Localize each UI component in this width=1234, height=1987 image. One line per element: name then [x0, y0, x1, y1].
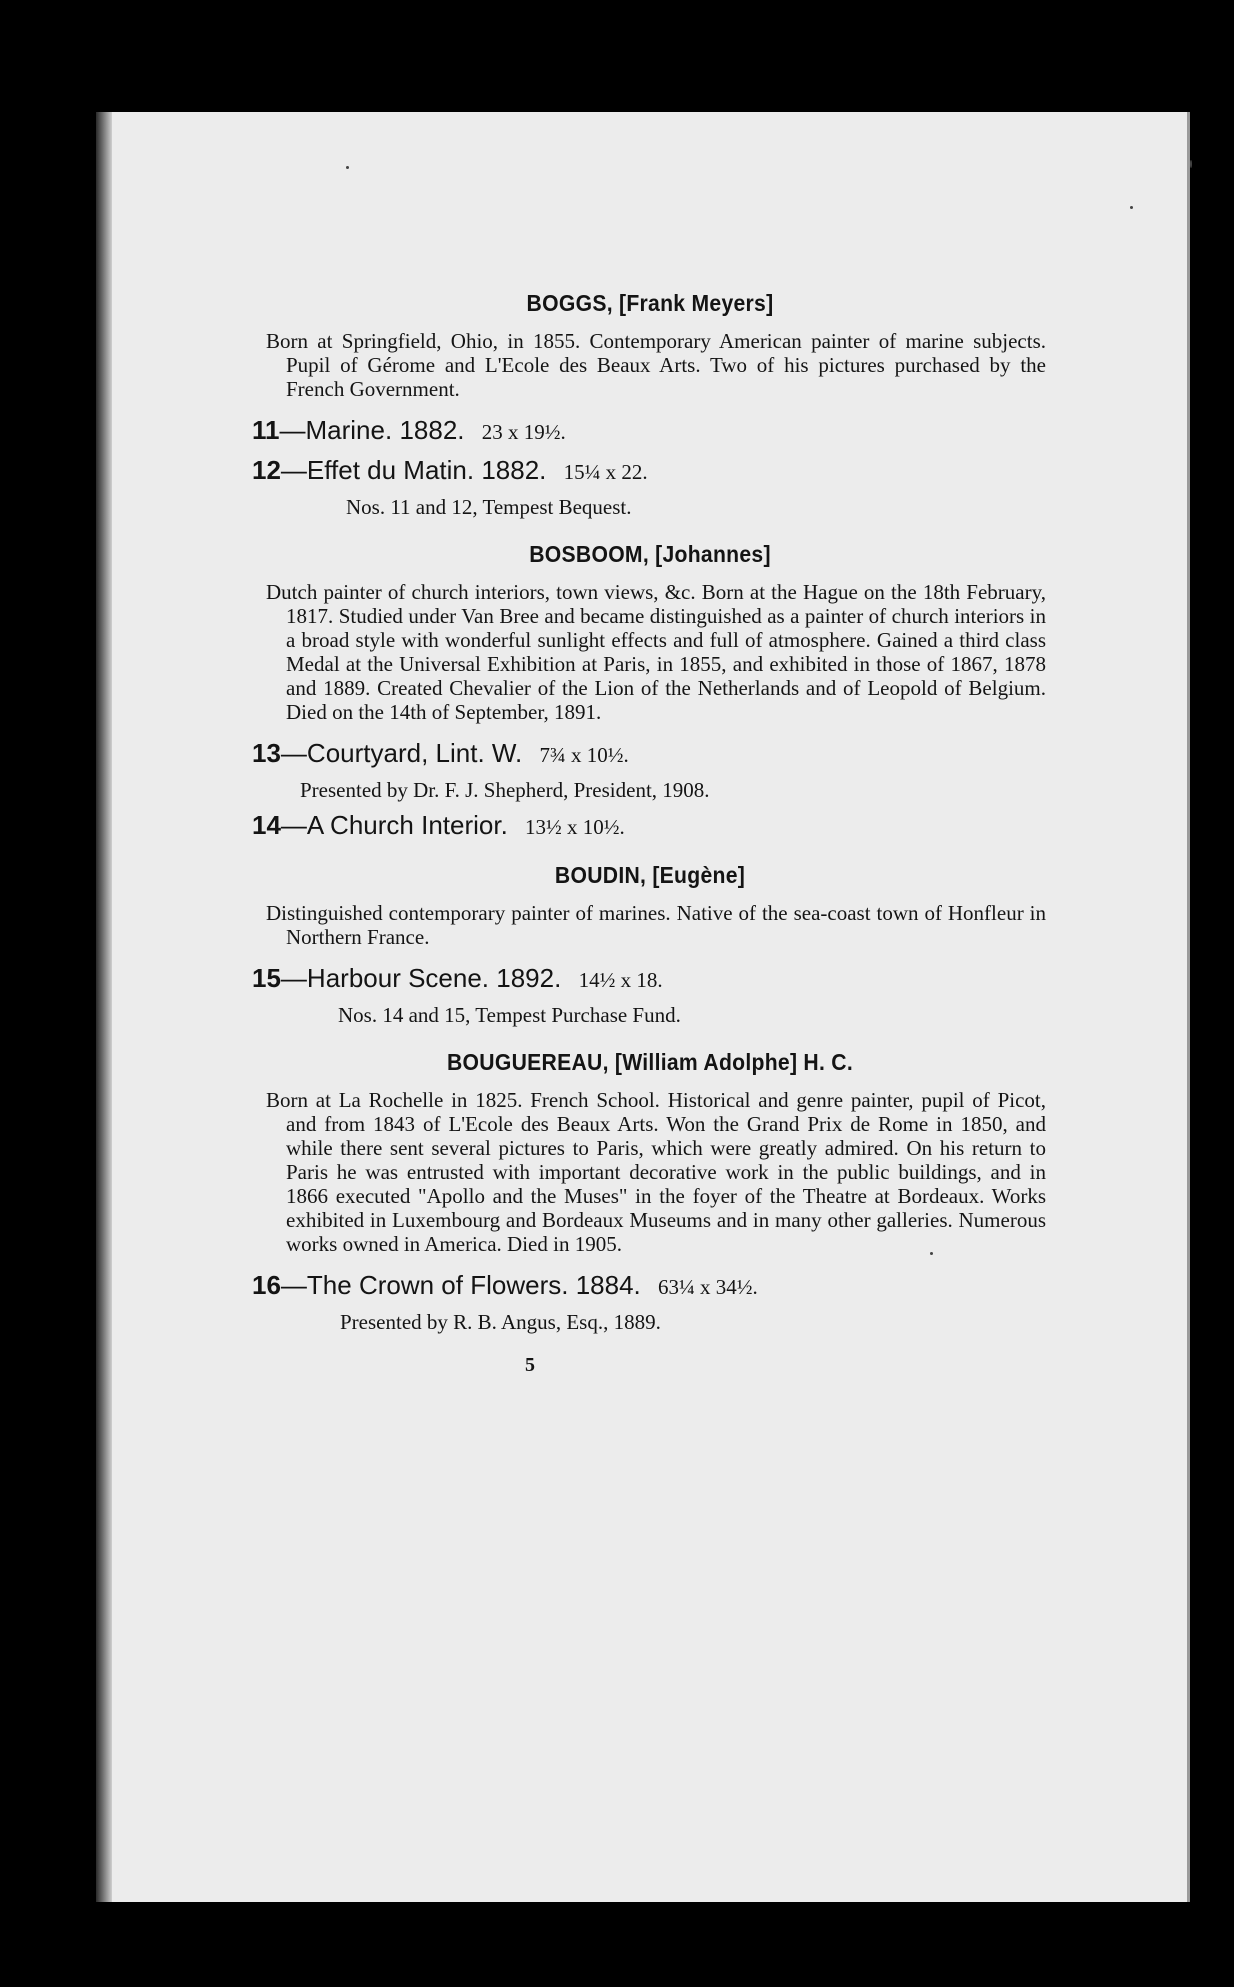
- entry-dimensions: 7¾ x 10½.: [539, 743, 629, 767]
- artist-heading: BOGGS, [Frank Meyers]: [526, 290, 774, 316]
- entry-year: 1882.: [481, 455, 547, 485]
- page-spine-shadow: [96, 112, 112, 1902]
- provenance-note: Nos. 11 and 12, Tempest Bequest.: [346, 495, 632, 519]
- entry-dash: —: [280, 738, 307, 768]
- entry-dash: —: [279, 415, 306, 445]
- entry-dimensions: 15¼ x 22.: [563, 460, 648, 484]
- artist-bio: Born at La Rochelle in 1825. French School. Historical and genre painter, pupil of Picot, and from 1843 of L'Ecole des Beaux Arts. Won the Grand Prix de Rome in 1850, and while there sent several pictures to Paris, which were greatly admired. On his return to Paris he was entrusted with important decorative work in the public buildings, and in 1866 executed "Apollo and the Muses" in the foyer of the Theatre at Bordeaux. Works exhibited in Luxembourg and Bordeaux Museums and in many other galleries. Numerous works owned in America. Died in 1905.: [266, 1088, 1046, 1256]
- artist-heading: BOSBOOM, [Johannes]: [529, 541, 771, 567]
- entry-title: Marine.: [305, 415, 393, 445]
- entry-dimensions: 13½ x 10½.: [525, 815, 625, 839]
- entry-dimensions: 23 x 19½.: [481, 420, 566, 444]
- dust-speck: [1130, 206, 1133, 209]
- artist-section-boggs: [220, 290, 1080, 521]
- artist-section-bouguereau: [220, 1049, 1080, 1336]
- entry-number: 12: [252, 455, 281, 485]
- entry-dash: —: [280, 455, 307, 485]
- entry-number: 13: [252, 738, 281, 768]
- entry-medium: W.: [491, 738, 523, 768]
- provenance-note: Nos. 14 and 15, Tempest Purchase Fund.: [338, 1003, 681, 1027]
- artist-section-bosboom: [220, 541, 1080, 844]
- entry-title: Courtyard, Lint.: [306, 738, 485, 768]
- provenance-note: Presented by Dr. F. J. Shepherd, President, 1908.: [300, 778, 710, 802]
- page-edge: [1187, 112, 1190, 1902]
- catalogue-entry: [252, 808, 1080, 844]
- entry-title: Harbour Scene.: [306, 963, 490, 993]
- entry-dash: —: [280, 963, 307, 993]
- entry-number: 11: [252, 415, 280, 445]
- artist-heading: BOUDIN, [Eugène]: [554, 862, 746, 888]
- entry-title: The Crown of Flowers.: [306, 1270, 569, 1300]
- entry-dash: —: [280, 1270, 307, 1300]
- entry-dimensions: 14½ x 18.: [578, 968, 663, 992]
- entry-dimensions: 63¼ x 34½.: [658, 1275, 758, 1299]
- provenance-note: Presented by R. B. Angus, Esq., 1889.: [340, 1310, 661, 1334]
- entry-number: 16: [252, 1270, 281, 1300]
- artist-bio: Distinguished contemporary painter of marines. Native of the sea-coast town of Honfleur in Northern France.: [266, 901, 1046, 949]
- catalogue-entry: [252, 1268, 1080, 1304]
- page-number: 5: [525, 1354, 535, 1376]
- catalogue-entry: [252, 736, 1080, 772]
- catalogue-entry: [252, 453, 1080, 489]
- entry-number: 14: [252, 810, 281, 840]
- catalogue-entry: [252, 961, 1080, 997]
- entry-title: A Church Interior.: [306, 810, 508, 840]
- catalogue-content: [220, 290, 1080, 1377]
- entry-number: 15: [252, 963, 281, 993]
- entry-year: 1882.: [399, 415, 465, 445]
- entry-year: 1884.: [575, 1270, 641, 1300]
- catalogue-entry: [252, 413, 1080, 449]
- entry-year: 1892.: [496, 963, 562, 993]
- artist-heading: BOUGUEREAU, [William Adolphe] H. C.: [446, 1049, 854, 1075]
- artist-bio: Dutch painter of church interiors, town views, &c. Born at the Hague on the 18th February, 1817. Studied under Van Bree and became distinguished as a painter of church interiors in a broad style with wonderful sunlight effects and full of atmosphere. Gained a third class Medal at the Universal Exhibition at Paris, in 1855, and exhibited in those of 1867, 1878 and 1889. Created Chevalier of the Lion of the Netherlands and of Leopold of Belgium. Died on the 14th of September, 1891.: [266, 580, 1046, 724]
- artist-bio: Born at Springfield, Ohio, in 1855. Contemporary American painter of marine subjects. Pupil of Gérome and L'Ecole des Beaux Arts. Two of his pictures purchased by the French Government.: [266, 329, 1046, 401]
- dust-speck: [1190, 160, 1192, 168]
- entry-title: Effet du Matin.: [306, 455, 475, 485]
- entry-dash: —: [280, 810, 307, 840]
- artist-section-boudin: [220, 862, 1080, 1029]
- dust-speck: [346, 166, 349, 169]
